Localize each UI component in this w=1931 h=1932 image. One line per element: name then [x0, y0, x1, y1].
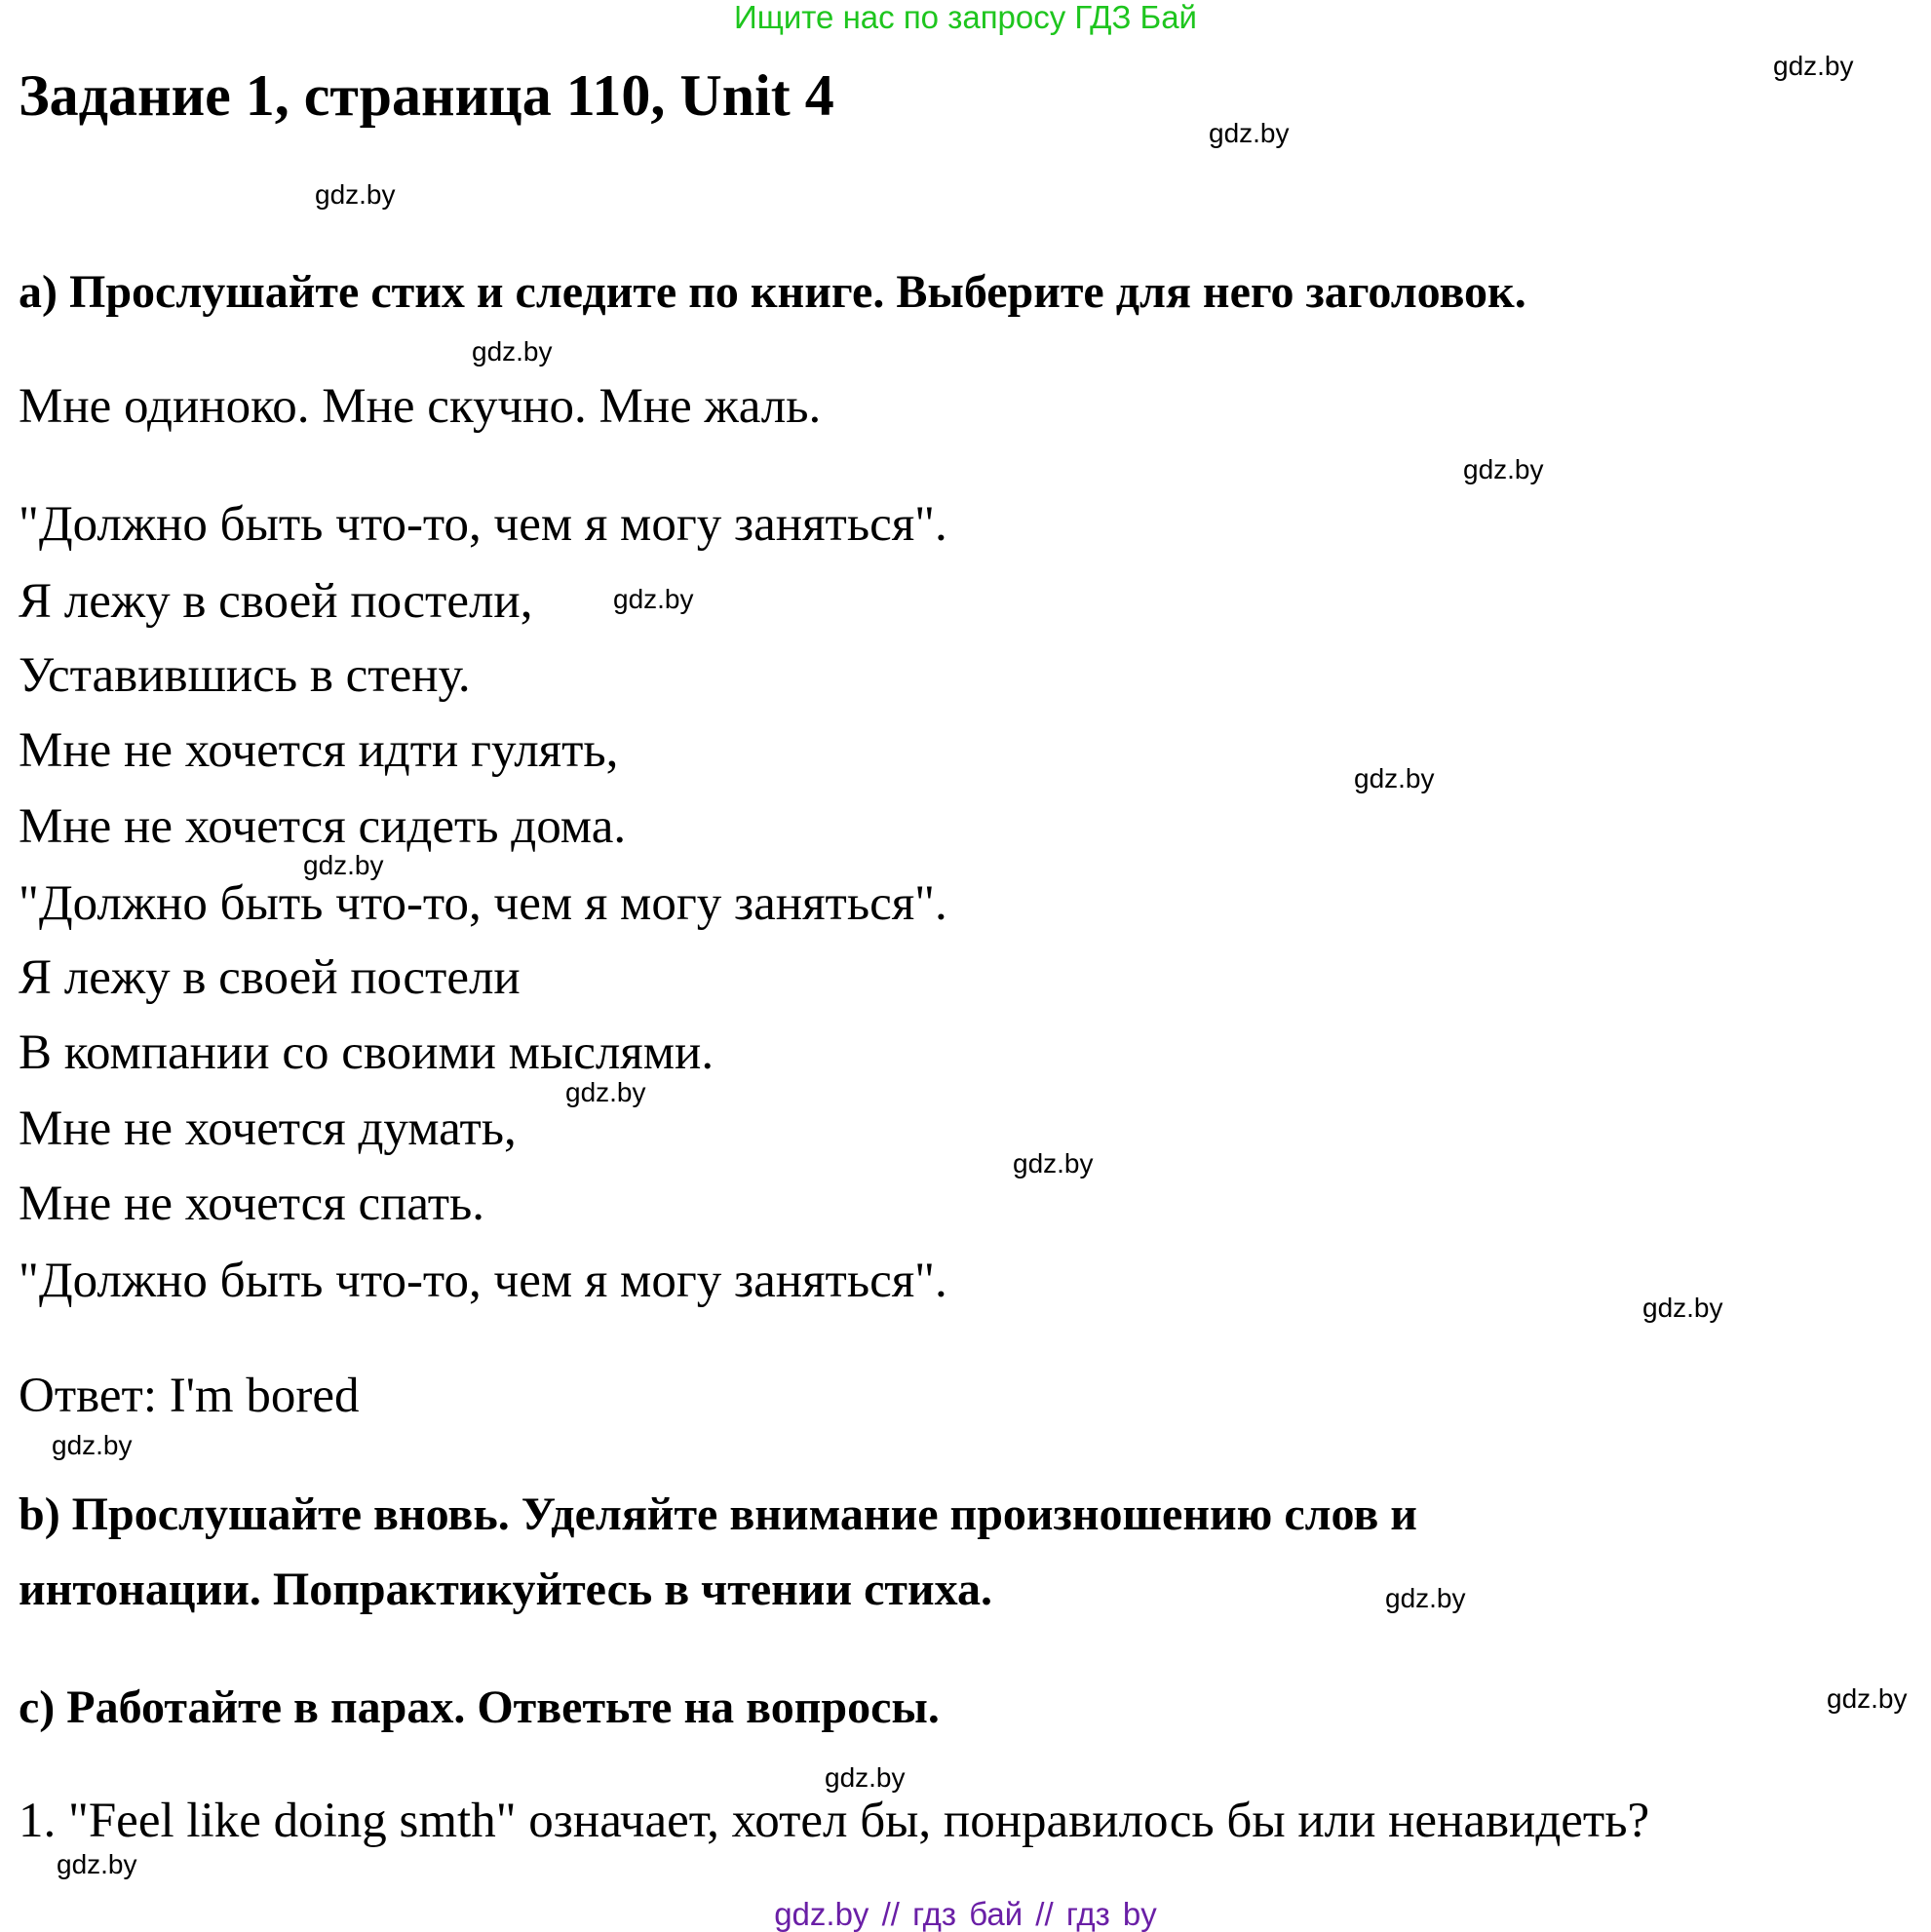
watermark: gdz.by	[565, 1077, 646, 1107]
watermark: gdz.by	[472, 336, 553, 367]
poem-line: Уставившись в стену.	[19, 648, 471, 703]
question-1: 1. "Feel like doing smth" означает, хотел бы, понравилось бы или ненавидеть?	[19, 1794, 1650, 1848]
footer-links: gdz.by // гдз бай // гдз by	[774, 1896, 1157, 1932]
poem-line: Мне не хочется спать.	[19, 1177, 485, 1231]
poem-line: Мне одиноко. Мне скучно. Мне жаль.	[19, 379, 822, 434]
page-title: Задание 1, страница 110, Unit 4	[19, 63, 834, 128]
section-b-heading-line1: b) Прослушайте вновь. Уделяйте внимание произношению слов и	[19, 1488, 1417, 1540]
watermark: gdz.by	[57, 1849, 137, 1879]
poem-line: "Должно быть что-то, чем я могу заняться".	[19, 497, 947, 552]
poem-line: Мне не хочется сидеть дома.	[19, 799, 627, 854]
poem-line: В компании со своими мыслями.	[19, 1025, 714, 1080]
watermark: gdz.by	[303, 850, 384, 880]
watermark: gdz.by	[1463, 454, 1544, 484]
watermark: gdz.by	[1385, 1583, 1466, 1613]
poem-line: Я лежу в своей постели,	[19, 574, 533, 629]
watermark: gdz.by	[1209, 118, 1290, 148]
watermark: gdz.by	[52, 1430, 133, 1460]
search-banner: Ищите нас по запросу ГДЗ Бай	[734, 0, 1197, 35]
watermark: gdz.by	[1642, 1293, 1723, 1323]
watermark: gdz.by	[1773, 51, 1854, 81]
section-c-heading: c) Работайте в парах. Ответьте на вопросы.	[19, 1681, 940, 1733]
watermark: gdz.by	[315, 179, 396, 210]
watermark: gdz.by	[1354, 763, 1435, 793]
section-a-heading: a) Прослушайте стих и следите по книге. Выберите для него заголовок.	[19, 266, 1526, 318]
poem-line: Я лежу в своей постели	[19, 950, 521, 1005]
poem-line: Мне не хочется идти гулять,	[19, 723, 619, 778]
answer-text: Ответ: I'm bored	[19, 1369, 360, 1423]
section-b-heading-line2: интонации. Попрактикуйтесь в чтении стиха.	[19, 1564, 992, 1615]
poem-line: Мне не хочется думать,	[19, 1101, 517, 1156]
watermark: gdz.by	[1013, 1148, 1094, 1179]
watermark: gdz.by	[1827, 1683, 1908, 1714]
poem-line: "Должно быть что-то, чем я могу заняться".	[19, 876, 947, 931]
watermark: gdz.by	[825, 1762, 906, 1793]
poem-line: "Должно быть что-то, чем я могу заняться".	[19, 1254, 947, 1308]
watermark: gdz.by	[613, 584, 694, 614]
